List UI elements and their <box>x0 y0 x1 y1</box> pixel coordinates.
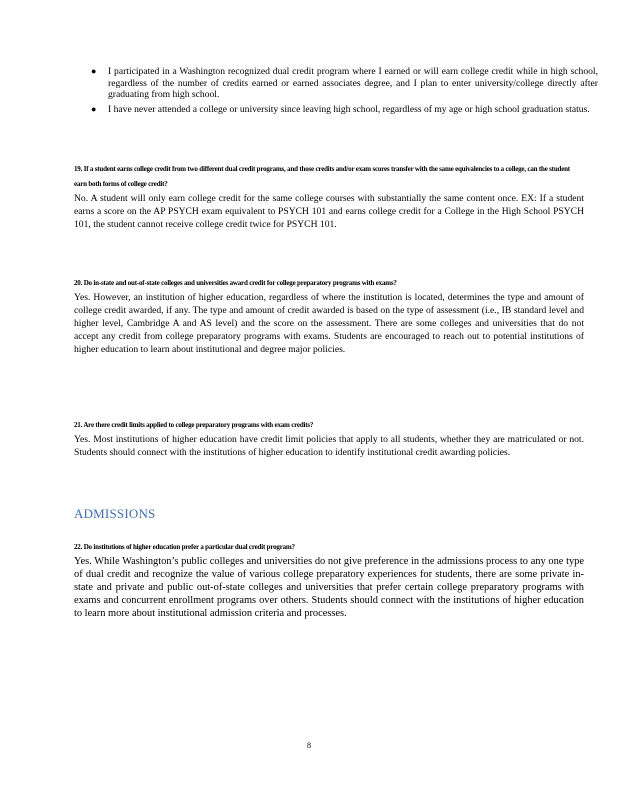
bullet-item <box>88 104 598 116</box>
bullet-text: I have never attended a college or university since leaving high school, regardless of my age or high school graduation status. <box>108 103 590 115</box>
faq-item-21 <box>74 418 584 459</box>
question-text: 21. Are there credit limits applied to college preparatory programs with exam credits? <box>74 421 314 429</box>
bullet-text: I participated in a Washington recognized dual credit program where I earned or will earn college credit while in high school, regardless of the number of credits earned or earned associates degree, and I plan to enter university/college directly after graduating from high school. <box>108 66 598 100</box>
answer-text: Yes. Most institutions of higher education have credit limit policies that apply to all students, whether they are matriculated or not. Students should connect with the institutions of higher education to identify institutional credit awarding policies. <box>74 434 584 458</box>
bullet-item <box>88 66 598 101</box>
bullet-icon: ● <box>91 66 97 76</box>
section-heading: ADMISSIONS <box>74 506 156 521</box>
question-text: 20. Do in-state and out-of-state colleges and universities award credit for college preparatory programs with exams? <box>74 279 397 287</box>
question-text: 19. If a student earns college credit from two different dual credit programs, and those credits and/or exam scores transfer with the same equivalencies to a college, can the student earn both forms of college credit? <box>74 165 570 188</box>
faq-item-20 <box>74 276 584 356</box>
faq-item-19 <box>74 162 584 231</box>
bullet-icon: ● <box>91 103 97 114</box>
faq-item-22 <box>74 540 584 620</box>
question-text: 22. Do institutions of higher education prefer a particular dual credit program? <box>74 543 295 551</box>
answer-text: No. A student will only earn college credit for the same college courses with substantially the same content once. EX: If a student earns a score on the AP PSYCH exam equivalent to PSYCH 101 and earns college credit for a College in the High School PSYCH 101, the student cannot receive college credit twice for PSYCH 101. <box>74 193 584 230</box>
answer-text: Yes. While Washington’s public colleges and universities do not give preference in the admissions process to any one type of dual credit and recognize the value of various college preparatory experiences for students, there are some private in-state and private and public out-of-state colleges and universities that prefer certain college preparatory programs with exams and concurrent enrollment programs over others. Students should connect with the institutions of higher education to learn more about institutional admission criteria and processes. <box>74 556 584 619</box>
eligibility-bullet-list <box>88 66 598 118</box>
page-number: 8 <box>307 741 311 750</box>
answer-text: Yes. However, an institution of higher education, regardless of where the institution is located, determines the type and amount of college credit awarded, if any. The type and amount of credit awarded is based on the type of assessment (i.e., IB standard level and higher level, Cambridge A and AS level) and the score on the assessment. There are some colleges and universities that do not accept any credit from college preparatory programs with exams. Students are encouraged to reach out to potential institutions of higher education to learn about institutional and degree major policies. <box>74 292 584 355</box>
